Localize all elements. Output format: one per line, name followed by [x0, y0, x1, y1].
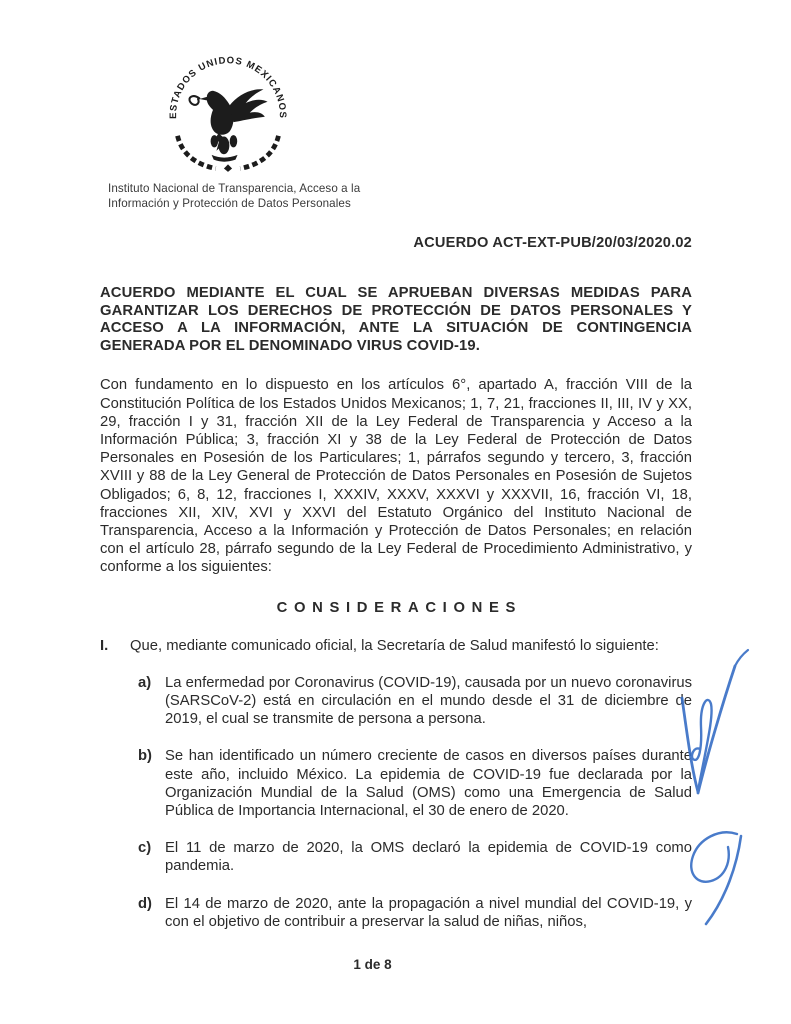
subitem-text: Se han identificado un número creciente de casos en diversos países durante este año, incluido México. La epidemia de COVID-19 fue declarada por la Organización Mundial de la Salud (OMS) como una Emergencia de Salud Pública de Importancia Internacional, el 30 de enero de 2020. — [165, 748, 692, 820]
section-heading-consideraciones: CONSIDERACIONES — [276, 599, 523, 616]
subitem-text: El 11 de marzo de 2020, la OMS declaró la epidemia de COVID-19 como pandemia. — [165, 840, 692, 875]
agreement-reference: ACUERDO ACT-EXT-PUB/20/03/2020.02 — [413, 235, 692, 251]
eagle-icon — [199, 89, 267, 172]
consideration-text: Que, mediante comunicado oficial, la Secretaría de Salud manifestó lo siguiente: — [130, 637, 659, 654]
subitem-a — [138, 674, 692, 729]
subitem-b — [138, 747, 692, 820]
consideration-item-1 — [100, 637, 692, 655]
subitem-c — [138, 839, 692, 875]
subitem-label: a) — [138, 674, 152, 691]
page-number: 1 de 8 — [353, 957, 392, 972]
subitem-text: El 14 de marzo de 2020, ante la propagación a nivel mundial del COVID-19, y con el objetivo de contribuir a preservar la salud de niñas, niños, — [165, 895, 692, 930]
institution-name-line1: Instituto Nacional de Transparencia, Acceso a la — [108, 182, 361, 195]
subitem-label: b) — [138, 748, 152, 765]
institution-logo-block — [108, 55, 361, 211]
subitem-d — [138, 895, 692, 931]
document-title: ACUERDO MEDIANTE EL CUAL SE APRUEBAN DIVERSAS MEDIDAS PARA GARANTIZAR LOS DERECHOS DE PROTECCIÓN DE DATOS PERSONALES Y ACCESO A LA INFORMACIÓN, ANTE LA SITUACIÓN DE CONTINGENCIA GENERADA POR EL DENOMINADO VIRUS COVID-19. — [100, 285, 692, 354]
consideration-number: I. — [100, 637, 109, 654]
seal-arc-text: ESTADOS UNIDOS MEXICANOS — [168, 55, 288, 119]
legal-grounds-paragraph: Con fundamento en lo dispuesto en los artículos 6°, apartado A, fracción VIII de la Constitución Política de los Estados Unidos Mexicanos; 1, 7, 21, fracciones II, III, IV y XX, 29, fracción I y 31, fracción XII de la Ley Federal de Transparencia y Acceso a la Información Pública; 3, fracción XI y 38 de la Ley Federal de Protección de Datos Personales en Posesión de los Particulares; 1, párrafos segundo y tercero, 3, fracción XVIII y 88 de la Ley General de Protección de Datos Personales en Posesión de Sujetos Obligados; 6, 8, 12, fracciones I, XXXIV, XXXV, XXXVI y XXXVII, 16, fracción VI, 18, fracciones XII, XIV, XVI y XXVI del Estatuto Orgánico del Instituto Nacional de Transparencia, Acceso a la Información y Protección de Datos Personales; en relación con el artículo 28, párrafo segundo de la Ley Federal de Procedimiento Administrativo, y conforme a los siguientes: — [100, 377, 692, 576]
subitem-text: La enfermedad por Coronavirus (COVID-19), causada por un nuevo coronavirus (SARSCoV-2) está en circulación en el mundo desde el 31 de diciembre de 2019, el cual se transmite de persona a persona. — [165, 674, 692, 728]
institution-name-line2: Información y Protección de Datos Personales — [108, 197, 351, 210]
institution-name — [108, 181, 361, 211]
subitem-label: c) — [138, 840, 152, 857]
mexican-national-seal-icon — [153, 55, 303, 175]
snake-icon — [189, 96, 199, 105]
subitem-label: d) — [138, 895, 152, 912]
